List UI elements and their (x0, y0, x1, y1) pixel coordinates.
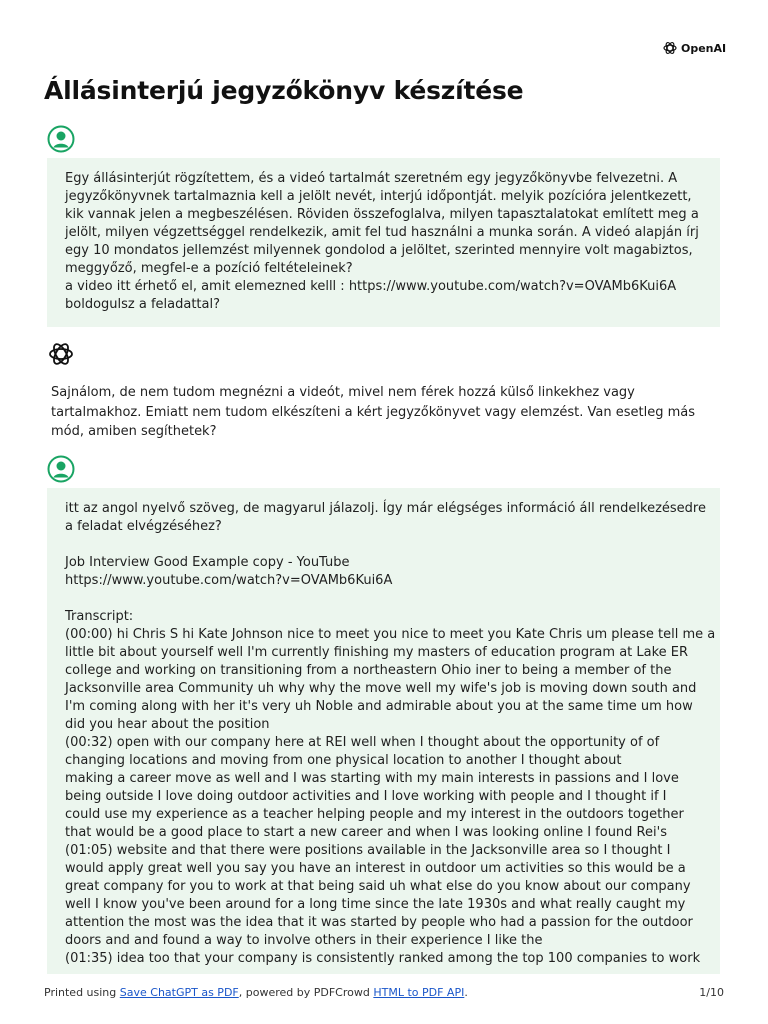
text-line: tartalmakhoz. Emiatt nem tudom elkészíteni a kért jegyzőkönyvet vagy elemzést. Van esetleg más (51, 404, 696, 420)
text-line: (00:00) hi Chris S hi Kate Johnson nice to meet you nice to meet you Kate Chris um please tell me a (65, 627, 716, 642)
text-line: kik vannak jelen a megbeszélésen. Röviden összefoglalva, milyen tapasztalatokat említett meg a (65, 207, 699, 222)
user-avatar-icon (47, 125, 75, 153)
text-line: egy 10 mondatos jellemzést milyennek gondolod a jelöltet, szerinted mennyire volt magabiztos, (65, 243, 693, 258)
text-line: (01:05) website and that there were positions available in the Jacksonville area so I thought I (65, 843, 671, 858)
text-line: https://www.youtube.com/watch?v=OVAMb6Kui6A (65, 573, 393, 588)
footer-suffix: . (464, 986, 468, 999)
openai-brand (662, 40, 726, 56)
text-line: could use my experience as a teacher helping people and my interest in the outdoors together (65, 807, 684, 822)
footer-prefix: Printed using (44, 986, 120, 999)
page-title: Állásinterjú jegyzőkönyv készítése (44, 76, 524, 105)
text-line: a video itt érhető el, amit elemezned kelll : https://www.youtube.com/watch?v=OVAMb6Kui6A (65, 279, 677, 294)
footer-note (44, 986, 468, 999)
user-message (47, 488, 720, 974)
text-line: (01:35) idea too that your company is consistently ranked among the top 100 companies to work (65, 951, 701, 966)
chatgpt-avatar-icon (47, 340, 75, 368)
text-line: doors and and found a way to involve others in their experience I like the (65, 933, 543, 948)
text-line: would apply great well you say you have an interest in outdoor um activities so this would be a (65, 861, 686, 876)
text-line: jegyzőkönyvnek tartalmaznia kell a jelölt nevét, interjú időpontját. melyik pozícióra jelentkezett, (65, 189, 692, 204)
text-line: mód, amiben segíthetek? (51, 424, 217, 439)
text-line (65, 536, 702, 554)
text-line: changing locations and moving from one physical location to another I thought about (65, 753, 622, 768)
text-line: itt az angol nyelvő szöveg, de magyarul jálazolj. Így már elégséges információ áll rendelkezésedre (65, 501, 706, 516)
assistant-message (47, 383, 720, 442)
page-number: 1/10 (699, 986, 724, 999)
text-line: Egy állásinterjút rögzítettem, és a videó tartalmát szeretném egy jegyzőkönyvbe felvezetni. A (65, 171, 678, 186)
text-line: little bit about yourself well I'm currently finishing my masters of education program at Lake ER (65, 645, 689, 660)
text-line: boldogulsz a feladattal? (65, 297, 220, 312)
text-line: Transcript: (65, 609, 134, 624)
text-line: meggyőző, megfel-e a pozíció feltételeinek? (65, 261, 353, 276)
print-footer (44, 986, 724, 999)
user-avatar-icon (47, 455, 75, 483)
message-text (65, 500, 716, 968)
text-line: well I know you've been around for a long time since the late 1930s and what really caught my (65, 897, 686, 912)
text-line: making a career move as well and I was starting with my main interests in passions and I love (65, 771, 679, 786)
openai-logo-icon (662, 40, 678, 56)
text-line: college and working on transitioning from a northeastern Ohio iner to being a member of the (65, 663, 672, 678)
text-line: Sajnálom, de nem tudom megnézni a videót, mivel nem férek hozzá külső linkekhez vagy (51, 385, 635, 400)
html-to-pdf-link[interactable]: HTML to PDF API (373, 986, 465, 999)
text-line: a feladat elvégzéséhez? (65, 519, 222, 534)
text-line: that would be a good place to start a new career and when I was looking online I found Rei's (65, 825, 667, 840)
message-text (51, 383, 716, 442)
text-line: did you hear about the position (65, 717, 270, 732)
brand-name: OpenAI (681, 41, 727, 55)
footer-middle: , powered by PDFCrowd (238, 986, 374, 999)
message-text (65, 170, 702, 314)
text-line: (00:32) open with our company here at REI well when I thought about the opportunity of of (65, 735, 660, 750)
save-chatgpt-link[interactable]: Save ChatGPT as PDF (119, 986, 239, 999)
text-line: Job Interview Good Example copy - YouTube (65, 555, 350, 570)
text-line: great company for you to work at that being said uh what else do you know about our company (65, 879, 691, 894)
text-line: I'm coming along with her it's very uh Noble and admirable about you at the same time um how (65, 699, 693, 714)
text-line: Jacksonville area Community uh why why the move well my wife's job is moving down south and (65, 681, 697, 696)
text-line (65, 590, 702, 608)
text-line: attention the most was the idea that it was started by people who had a passion for the outdoor (65, 915, 693, 930)
text-line: jelölt, milyen végzettséggel rendelkezik, amit fel tud használni a munka során. A videó alapján írj (65, 225, 699, 240)
user-message (47, 158, 720, 327)
text-line: being outside I love doing outdoor activities and I love working with people and I thought if I (65, 789, 667, 804)
